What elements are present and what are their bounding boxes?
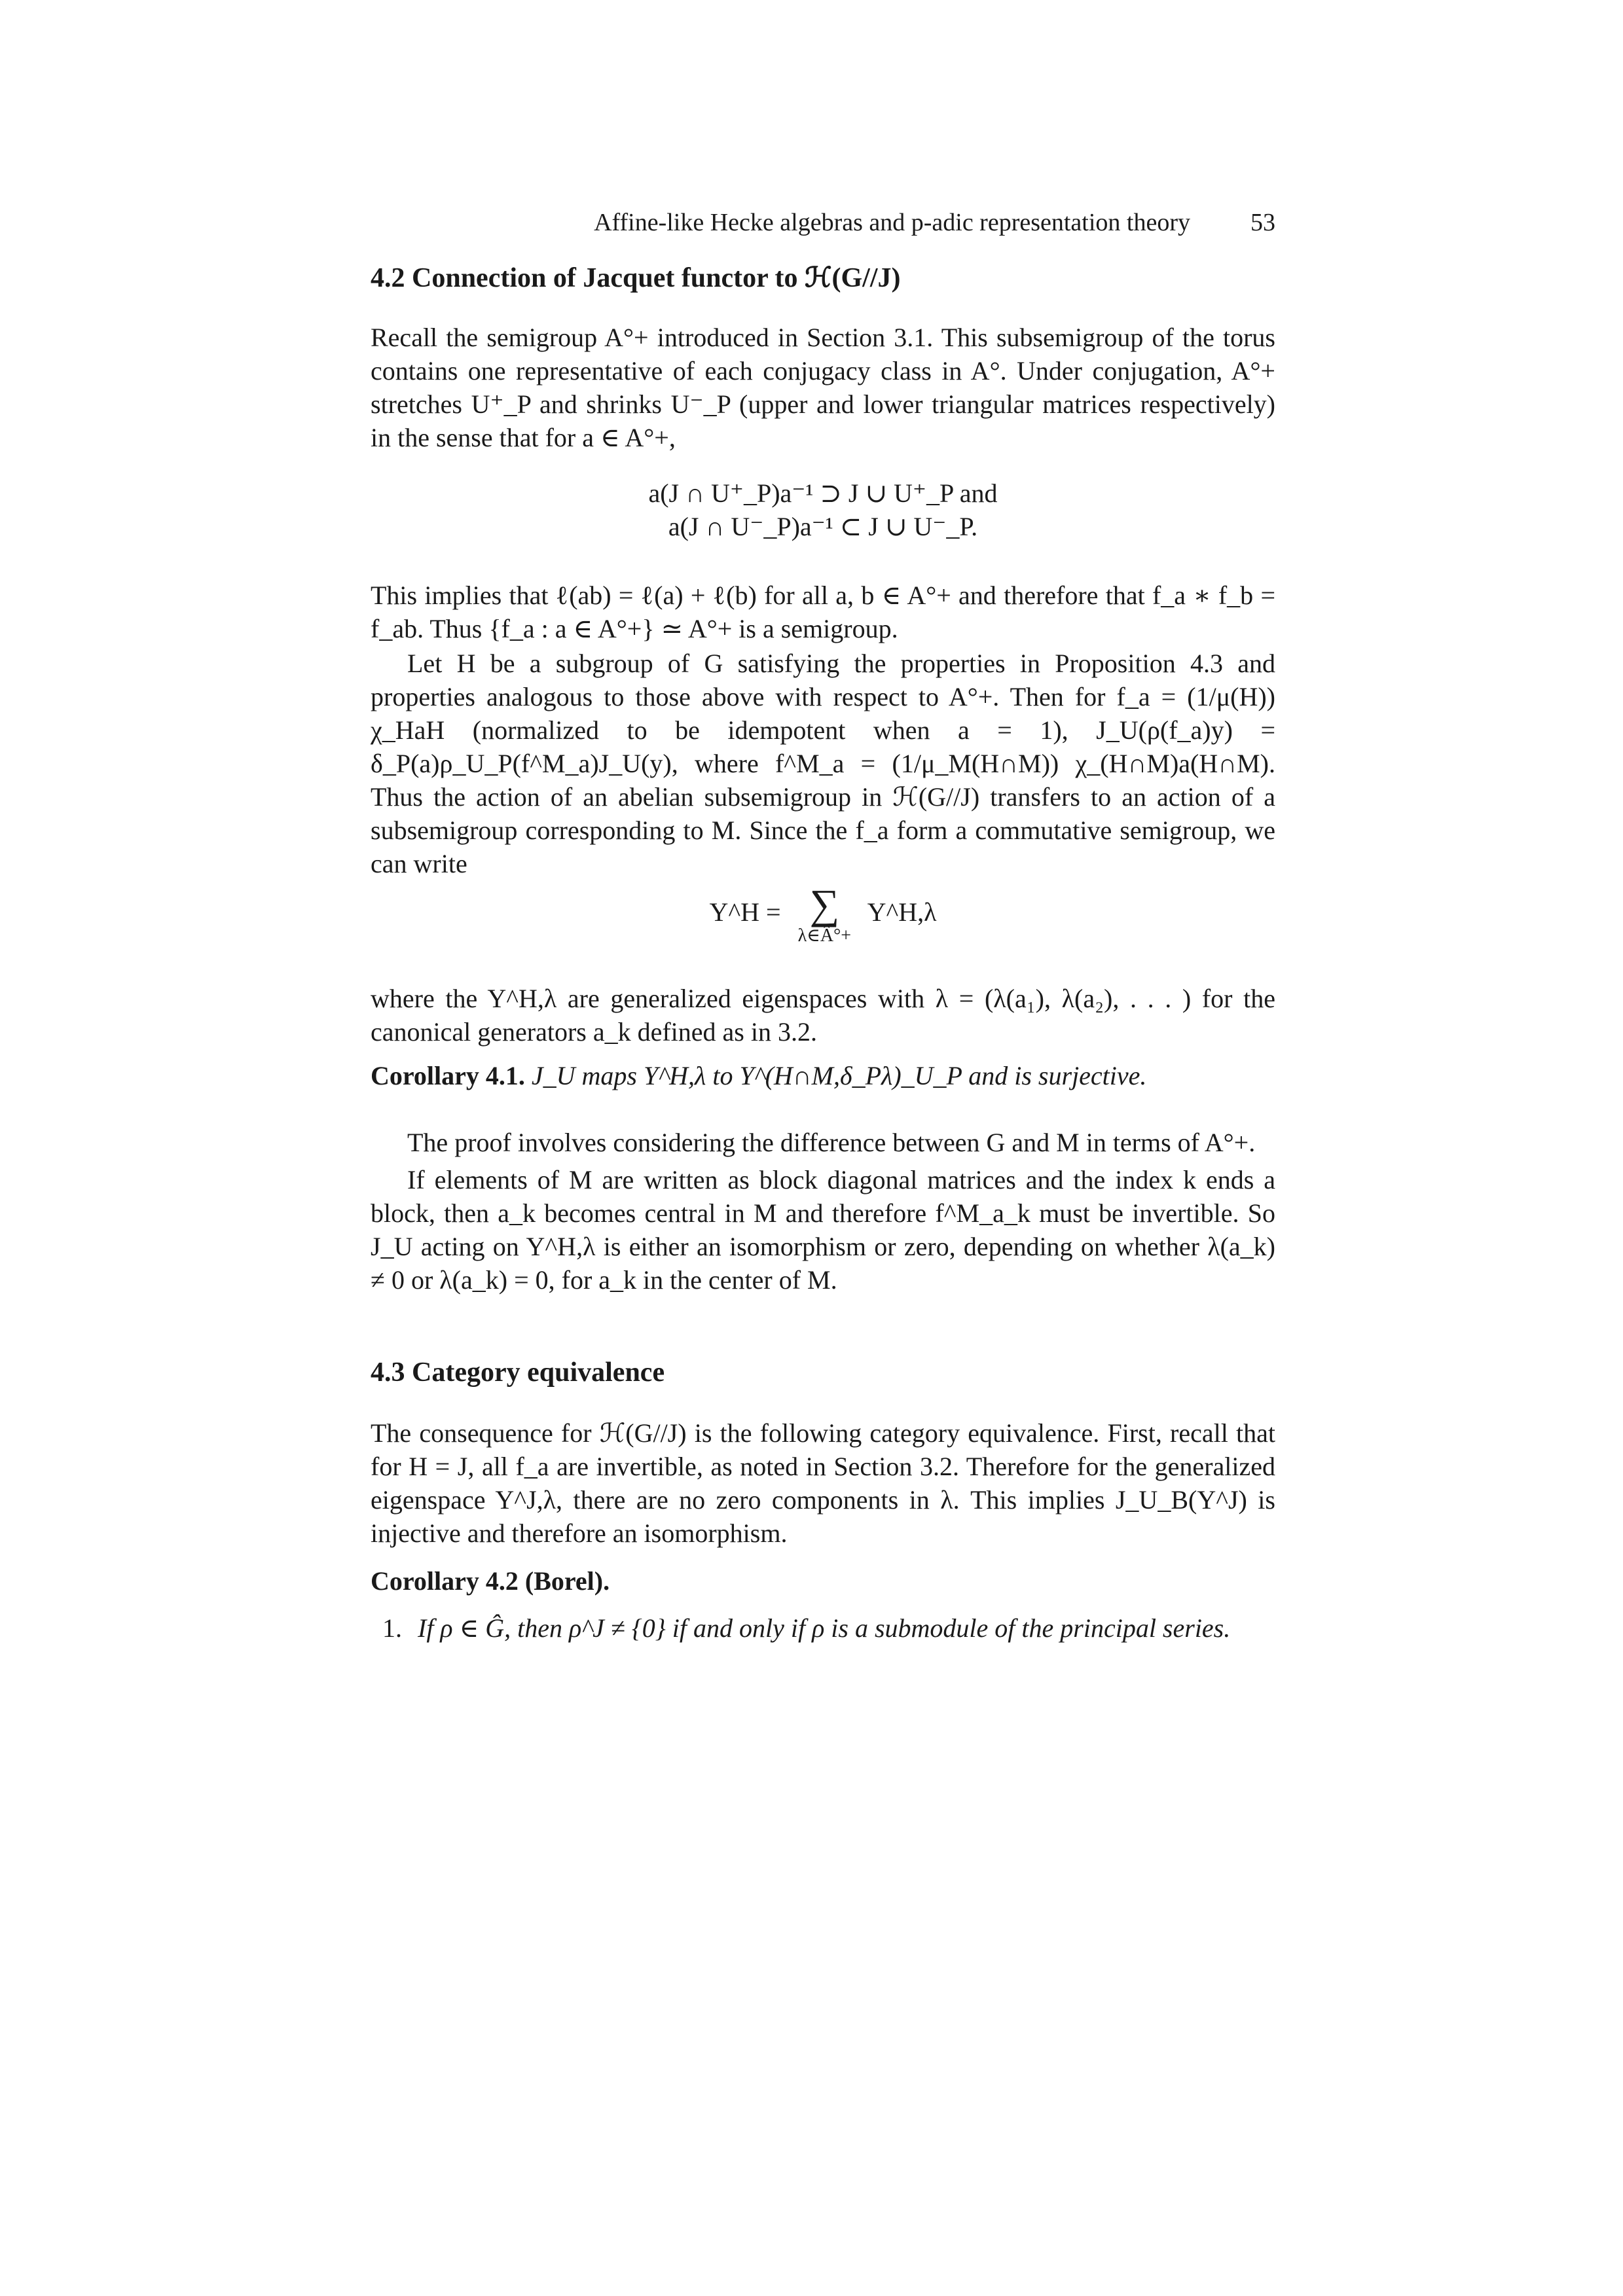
section-4-3: [371, 1356, 1275, 1389]
section-4-3-body: [371, 1416, 1275, 1550]
paragraph-category-equivalence: The consequence for ℋ(G//J) is the following category equivalence. First, recall that for H = J, all f_a are invertible, as noted in Section 3.2. Therefore for the generalized eigenspace Y^J,λ, there are no zero components in λ. This implies J_U_B(Y^J) is injective and therefore an isomorphism.: [371, 1418, 1275, 1548]
corollary-4-1: [371, 1059, 1275, 1092]
paragraph-block-3: [371, 647, 1275, 880]
page-number: 53: [1250, 209, 1275, 236]
paragraph-semigroup: Recall the semigroup A°+ introduced in Section 3.1. This subsemigroup of the torus contains one representative of each conjugacy class in A°. Under conjugation, A°+ stretches U⁺_P and shrinks U⁻_P (upper and lower triangular matrices respectively) in the sense that for a ∈ A°+,: [371, 323, 1275, 452]
running-head: [371, 204, 1275, 241]
list-item: [371, 1611, 1275, 1645]
section-heading-4-2: 4.2 Connection of Jacquet functor to ℋ(G//J): [371, 263, 901, 293]
section-heading-4-3: 4.3 Category equivalence: [371, 1357, 665, 1388]
display-equations-1: [371, 476, 1275, 543]
corollary-4-1-label: Corollary 4.1.: [371, 1061, 525, 1090]
running-head-title: Affine-like Hecke algebras and p-adic representation theory: [594, 209, 1190, 236]
paragraph-eigenspaces: where the Y^H,λ are generalized eigenspaces with λ = (λ(a₁), λ(a₂), . . . ) for the canonical generators a_k defined as in 3.2.: [371, 984, 1275, 1047]
paragraph-subgroup-h: Let H be a subgroup of G satisfying the properties in Proposition 4.3 and properties analogous to those above with respect to A°+. Then for f_a = (1/μ(H)) χ_HaH (normalized to be idempotent when a = 1), J_U(ρ(f_a)y) = δ_P(a)ρ_U_P(f^M_a)J_U(y), where f^M_a = (1/μ_M(H∩M)) χ_(H∩M)a(H∩M). Thus the action of an abelian subsemigroup in ℋ(G//J) transfers to an action of a subsemigroup corresponding to M. Since the f_a form a commutative semigroup, we can write: [371, 649, 1275, 878]
corollary-4-1-text: J_U maps Y^H,λ to Y^(H∩M,δ_Pλ)_U_P and is surjective.: [531, 1061, 1147, 1090]
proof-paragraph-2: If elements of M are written as block diagonal matrices and the index k ends a block, then a_k becomes central in M and therefore f^M_a_k must be invertible. So J_U acting on Y^H,λ is either an isomorphism or zero, depending on whether λ(a_k) ≠ 0 or λ(a_k) = 0, for a_k in the center of M.: [371, 1165, 1275, 1295]
equation-sum-lhs: Y^H =: [709, 897, 781, 927]
paragraph-block-2: [371, 579, 1275, 645]
paragraph-length-additive: This implies that ℓ(ab) = ℓ(a) + ℓ(b) for all a, b ∈ A°+ and therefore that f_a ∗ f_b = f_ab. Thus {f_a : a ∈ A°+} ≃ A°+ is a semigroup.: [371, 581, 1275, 643]
paragraph-block-4: [371, 982, 1275, 1049]
proof-4-1: [371, 1126, 1275, 1297]
corollary-4-2-list: [371, 1611, 1275, 1645]
display-equation-sum: [371, 881, 1275, 946]
list-item-number: 1.: [382, 1613, 402, 1643]
summation-symbol: ∑: [809, 881, 840, 927]
corollary-4-2-label: Corollary 4.2 (Borel).: [371, 1566, 610, 1596]
equation-stretch: a(J ∩ U⁺_P)a⁻¹ ⊃ J ∪ U⁺_P and: [648, 478, 998, 508]
section-4-2: [371, 262, 1275, 295]
equation-sum-rhs: Y^H,λ: [867, 897, 937, 927]
corollary-4-2: [371, 1566, 1275, 1597]
summation-index: λ∈Â°+: [797, 925, 852, 946]
equation-shrink: a(J ∩ U⁻_P)a⁻¹ ⊂ J ∪ U⁻_P.: [668, 512, 978, 541]
section-4-2-body: [371, 321, 1275, 454]
list-item-text: If ρ ∈ Ĝ, then ρ^J ≠ {0} if and only if ρ is a submodule of the principal series.: [418, 1613, 1231, 1643]
proof-paragraph-1: The proof involves considering the difference between G and M in terms of A°+.: [407, 1128, 1256, 1157]
